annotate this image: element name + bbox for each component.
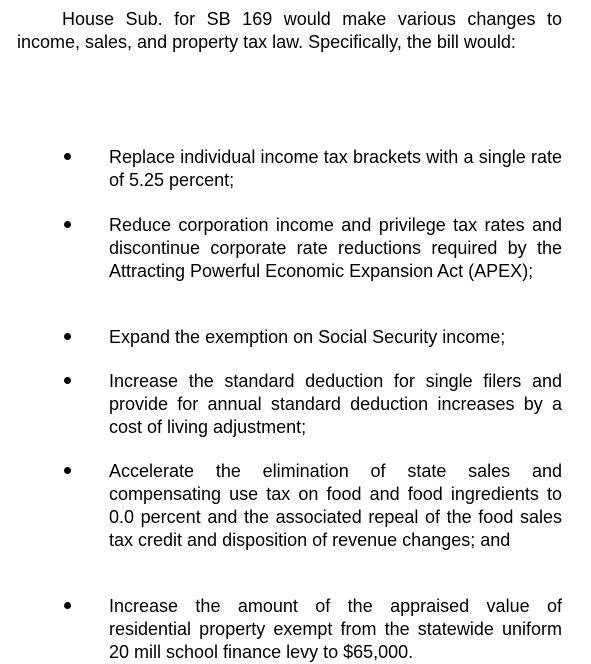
bullet-icon <box>61 326 73 349</box>
list-item-text: Expand the exemption on Social Security income; <box>109 327 506 347</box>
document-body <box>17 8 562 662</box>
bullet-icon <box>61 595 73 618</box>
list-item-text: Increase the amount of the appraised value of residential property exempt from the statewide uniform 20 mill school finance levy to $65,000. <box>109 596 562 662</box>
list-item-text: Reduce corporation income and privilege tax rates and discontinue corporate rate reductions required by the Attracting Powerful Economic Expansion Act (APEX); <box>109 215 562 281</box>
bullet-icon <box>61 146 73 169</box>
list-item-text: Accelerate the elimination of state sales and compensating use tax on food and food ingredients to 0.0 percent and the associated repeal of the food sales tax credit and disposition of revenue changes; and <box>109 461 562 550</box>
list-item-text: Increase the standard deduction for single filers and provide for annual standard deduction increases by a cost of living adjustment; <box>109 371 562 437</box>
bullet-icon <box>61 214 73 237</box>
bullet-icon <box>61 460 73 483</box>
bullet-icon <box>61 370 73 393</box>
intro-paragraph: House Sub. for SB 169 would make various changes to income, sales, and property tax law. Specifically, the bill would: <box>17 9 562 52</box>
list-item-text: Replace individual income tax brackets with a single rate of 5.25 percent; <box>109 147 562 190</box>
